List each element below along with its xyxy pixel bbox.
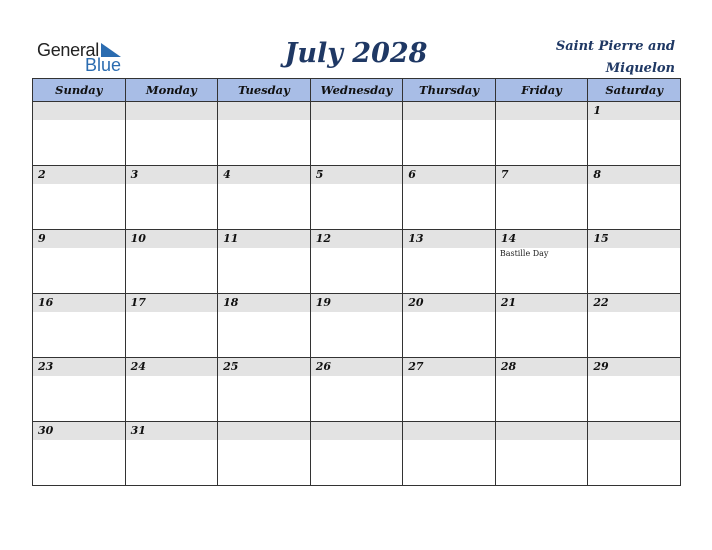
day-number-bar bbox=[311, 230, 403, 248]
day-number-bar bbox=[218, 358, 310, 376]
day-cell bbox=[588, 294, 681, 358]
day-number: 13 bbox=[408, 232, 424, 245]
day-number: 10 bbox=[130, 232, 146, 245]
calendar-body bbox=[33, 102, 681, 486]
day-number: 20 bbox=[408, 296, 424, 309]
day-number: 29 bbox=[593, 360, 609, 373]
holiday-label: Bastille Day bbox=[499, 249, 549, 258]
day-number-bar bbox=[218, 422, 310, 440]
calendar-grid bbox=[32, 78, 681, 486]
day-number-bar bbox=[403, 422, 495, 440]
day-number-bar bbox=[311, 358, 403, 376]
day-cell bbox=[33, 102, 126, 166]
day-cell bbox=[125, 294, 218, 358]
day-number-bar bbox=[588, 230, 680, 248]
day-cell bbox=[310, 102, 403, 166]
weekday-header: Saturday bbox=[588, 79, 681, 102]
weekday-header-row bbox=[33, 79, 681, 102]
day-number: 7 bbox=[500, 168, 509, 181]
day-number-bar bbox=[496, 166, 588, 184]
day-number-bar bbox=[588, 422, 680, 440]
day-cell bbox=[403, 422, 496, 486]
day-number: 19 bbox=[315, 296, 331, 309]
day-number-bar bbox=[403, 358, 495, 376]
day-cell bbox=[403, 102, 496, 166]
weekday-header: Tuesday bbox=[218, 79, 311, 102]
day-cell bbox=[33, 422, 126, 486]
day-number-bar bbox=[33, 294, 125, 312]
day-number: 18 bbox=[223, 296, 239, 309]
day-number-bar bbox=[126, 422, 218, 440]
day-number-bar bbox=[126, 358, 218, 376]
day-number: 1 bbox=[593, 104, 602, 117]
day-number-bar bbox=[496, 102, 588, 120]
day-number: 5 bbox=[315, 168, 324, 181]
logo-text-blue: Blue bbox=[85, 55, 122, 75]
day-cell bbox=[125, 422, 218, 486]
day-number: 6 bbox=[408, 168, 416, 181]
day-number-bar bbox=[33, 358, 125, 376]
day-cell bbox=[33, 166, 126, 230]
day-cell bbox=[495, 422, 588, 486]
day-number-bar bbox=[33, 230, 125, 248]
day-cell bbox=[403, 358, 496, 422]
day-number: 27 bbox=[408, 360, 424, 373]
day-cell bbox=[588, 102, 681, 166]
weekday-header: Wednesday bbox=[310, 79, 403, 102]
day-cell bbox=[588, 422, 681, 486]
day-number: 24 bbox=[130, 360, 146, 373]
day-number-bar bbox=[588, 294, 680, 312]
day-number-bar bbox=[33, 422, 125, 440]
day-number-bar bbox=[311, 166, 403, 184]
weekday-header: Friday bbox=[495, 79, 588, 102]
weekday-header: Thursday bbox=[403, 79, 496, 102]
day-cell bbox=[588, 230, 681, 294]
day-cell bbox=[495, 358, 588, 422]
day-number-bar bbox=[126, 166, 218, 184]
day-cell bbox=[218, 166, 311, 230]
day-number-bar bbox=[496, 230, 588, 248]
day-number-bar bbox=[496, 422, 588, 440]
day-number: 23 bbox=[38, 360, 54, 373]
week-row bbox=[33, 230, 681, 294]
day-number: 26 bbox=[315, 360, 331, 373]
week-row bbox=[33, 102, 681, 166]
day-number-bar bbox=[588, 166, 680, 184]
day-number-bar bbox=[218, 102, 310, 120]
day-number-bar bbox=[218, 166, 310, 184]
day-number-bar bbox=[33, 102, 125, 120]
day-number: 4 bbox=[223, 168, 231, 181]
day-number-bar bbox=[218, 294, 310, 312]
day-cell bbox=[588, 358, 681, 422]
weekday-header: Monday bbox=[125, 79, 218, 102]
logo-text-general: General bbox=[37, 40, 99, 60]
day-number: 28 bbox=[500, 360, 517, 373]
day-number: 21 bbox=[500, 296, 517, 309]
day-number-bar bbox=[403, 102, 495, 120]
day-cell bbox=[33, 230, 126, 294]
day-number: 11 bbox=[223, 232, 239, 245]
week-row bbox=[33, 166, 681, 230]
day-cell bbox=[310, 358, 403, 422]
week-row bbox=[33, 358, 681, 422]
day-number: 9 bbox=[38, 232, 46, 245]
day-number: 25 bbox=[223, 360, 239, 373]
week-row bbox=[33, 422, 681, 486]
day-number: 2 bbox=[38, 168, 46, 181]
day-cell bbox=[125, 230, 218, 294]
day-number: 15 bbox=[593, 232, 609, 245]
day-cell bbox=[495, 294, 588, 358]
day-number-bar bbox=[126, 230, 218, 248]
day-cell bbox=[403, 166, 496, 230]
day-number: 17 bbox=[130, 296, 146, 309]
day-cell bbox=[495, 102, 588, 166]
day-cell bbox=[33, 294, 126, 358]
day-number-bar bbox=[218, 230, 310, 248]
day-cell bbox=[218, 358, 311, 422]
day-cell bbox=[310, 294, 403, 358]
day-number: 12 bbox=[315, 232, 331, 245]
day-cell bbox=[403, 294, 496, 358]
day-cell bbox=[125, 166, 218, 230]
day-number-bar bbox=[403, 166, 495, 184]
day-number: 31 bbox=[130, 424, 146, 437]
day-number-bar bbox=[588, 102, 680, 120]
day-cell bbox=[33, 358, 126, 422]
day-cell bbox=[310, 422, 403, 486]
day-number-bar bbox=[403, 230, 495, 248]
day-number-bar bbox=[311, 422, 403, 440]
day-number: 3 bbox=[130, 168, 139, 181]
day-cell bbox=[495, 166, 588, 230]
region-name bbox=[515, 36, 675, 80]
day-number-bar bbox=[311, 102, 403, 120]
day-number-bar bbox=[126, 102, 218, 120]
region-line-1: Saint Pierre and bbox=[555, 39, 675, 54]
day-cell bbox=[588, 166, 681, 230]
day-cell bbox=[495, 230, 588, 294]
region-line-2: Miquelon bbox=[605, 61, 675, 76]
day-number: 30 bbox=[38, 424, 54, 437]
day-number-bar bbox=[311, 294, 403, 312]
day-cell bbox=[218, 102, 311, 166]
day-cell bbox=[218, 294, 311, 358]
day-cell bbox=[310, 230, 403, 294]
day-cell bbox=[403, 230, 496, 294]
day-number-bar bbox=[588, 358, 680, 376]
day-number: 16 bbox=[38, 296, 54, 309]
page-title: July 2028 bbox=[284, 38, 428, 69]
day-cell bbox=[125, 102, 218, 166]
week-row bbox=[33, 294, 681, 358]
weekday-header: Sunday bbox=[33, 79, 126, 102]
day-cell bbox=[310, 166, 403, 230]
day-cell bbox=[218, 422, 311, 486]
day-number-bar bbox=[403, 294, 495, 312]
day-number-bar bbox=[496, 358, 588, 376]
day-number: 14 bbox=[500, 232, 517, 245]
day-number: 8 bbox=[593, 168, 602, 181]
day-cell bbox=[218, 230, 311, 294]
day-number: 22 bbox=[593, 296, 609, 309]
day-number-bar bbox=[33, 166, 125, 184]
day-cell bbox=[125, 358, 218, 422]
day-number-bar bbox=[126, 294, 218, 312]
day-number-bar bbox=[496, 294, 588, 312]
